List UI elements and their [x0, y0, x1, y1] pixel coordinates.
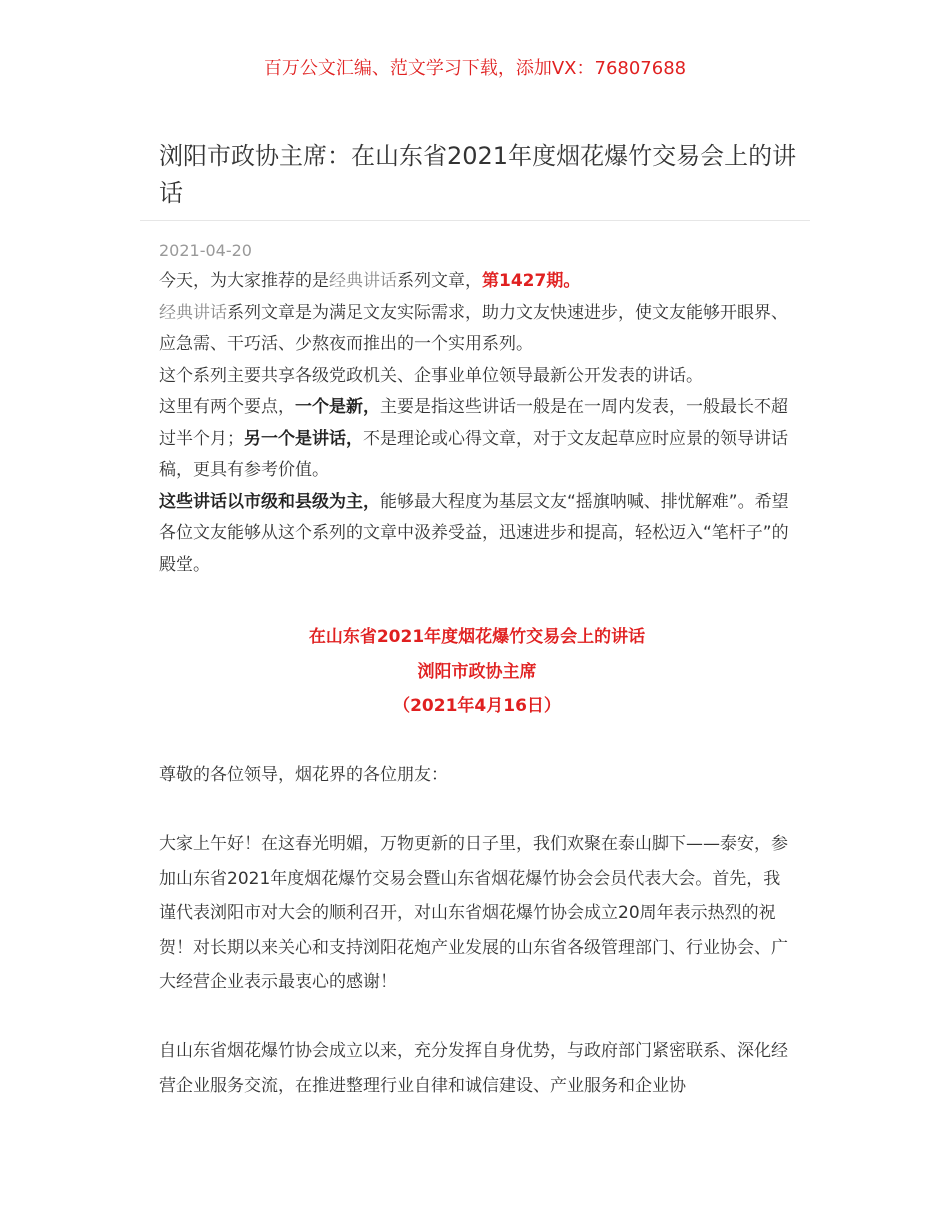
- speech-heading: [159, 620, 795, 724]
- intro-paragraph-4: [159, 392, 795, 487]
- intro-p4-suffix: 不是理论或心得文章，对于文友起草应时应景的领导讲话稿，更具有参考价值。: [159, 428, 788, 480]
- series-name-2: 经典讲话: [159, 302, 227, 323]
- speech-title: 在山东省2021年度烟花爆竹交易会上的讲话: [308, 627, 646, 647]
- intro-p4-middle: 主要是指这些讲话一般是在一周内发表，一般最长不超过半个月；: [159, 397, 788, 449]
- intro-p2-text: 系列文章是为满足文友实际需求，助力文友快速进步，使文友能够开眼界、应急需、干巧活、少熬夜而推出的一个实用系列。: [159, 302, 788, 354]
- point-two: 另一个是讲话，: [244, 428, 363, 449]
- intro-p5-suffix: 能够最大程度为基层文友“摇旗呐喊、排忧解难”。希望各位文友能够从这个系列的文章中汲养受益，迅速进步和提高，轻松迈入“笔杆子”的殿堂。: [159, 491, 789, 575]
- issue-number: 第1427期。: [482, 271, 581, 291]
- speech-paragraph-1: 大家上午好！在这春光明媚，万物更新的日子里，我们欢聚在泰山脚下——泰安，参加山东省2021年度烟花爆竹交易会暨山东省烟花爆竹协会会员代表大会。首先，我谨代表浏阳市对大会的顺利召开，对山东省烟花爆竹协会成立20周年表示热烈的祝贺！对长期以来关心和支持浏阳花炮产业发展的山东省各级管理部门、行业协会、广大经营企业表示最衷心的感谢！: [159, 834, 788, 992]
- intro-p1-middle: 系列文章，: [397, 271, 482, 291]
- focus-statement: 这些讲话以市级和县级为主，: [159, 491, 380, 512]
- speech-date: （2021年4月16日）: [393, 696, 561, 716]
- intro-p4-prefix: 这里有两个要点，: [159, 397, 295, 417]
- promo-banner: 百万公文汇编、范文学习下载，添加VX：76807688: [263, 58, 687, 79]
- point-one: 一个是新，: [295, 397, 380, 417]
- intro-section: [159, 266, 795, 581]
- title-divider: [140, 220, 810, 221]
- intro-paragraph-3: 这个系列主要共享各级党政机关、企事业单位领导最新公开发表的讲话。: [159, 365, 703, 386]
- article-title: 浏阳市政协主席：在山东省2021年度烟花爆竹交易会上的讲话: [159, 142, 797, 207]
- intro-paragraph-1: [159, 266, 795, 298]
- intro-p1-prefix: 今天，为大家推荐的是: [159, 271, 329, 291]
- publish-date: 2021-04-20: [159, 241, 252, 260]
- speech-salutation: 尊敬的各位领导，烟花界的各位朋友：: [159, 765, 448, 785]
- intro-paragraph-5: [159, 487, 795, 582]
- speech-speaker: 浏阳市政协主席: [417, 661, 537, 682]
- series-name: 经典讲话: [329, 271, 397, 291]
- intro-paragraph-2: [159, 298, 795, 361]
- speech-paragraph-2: 自山东省烟花爆竹协会成立以来，充分发挥自身优势，与政府部门紧密联系、深化经营企业服务交流，在推进整理行业自律和诚信建设、产业服务和企业协: [159, 1041, 788, 1096]
